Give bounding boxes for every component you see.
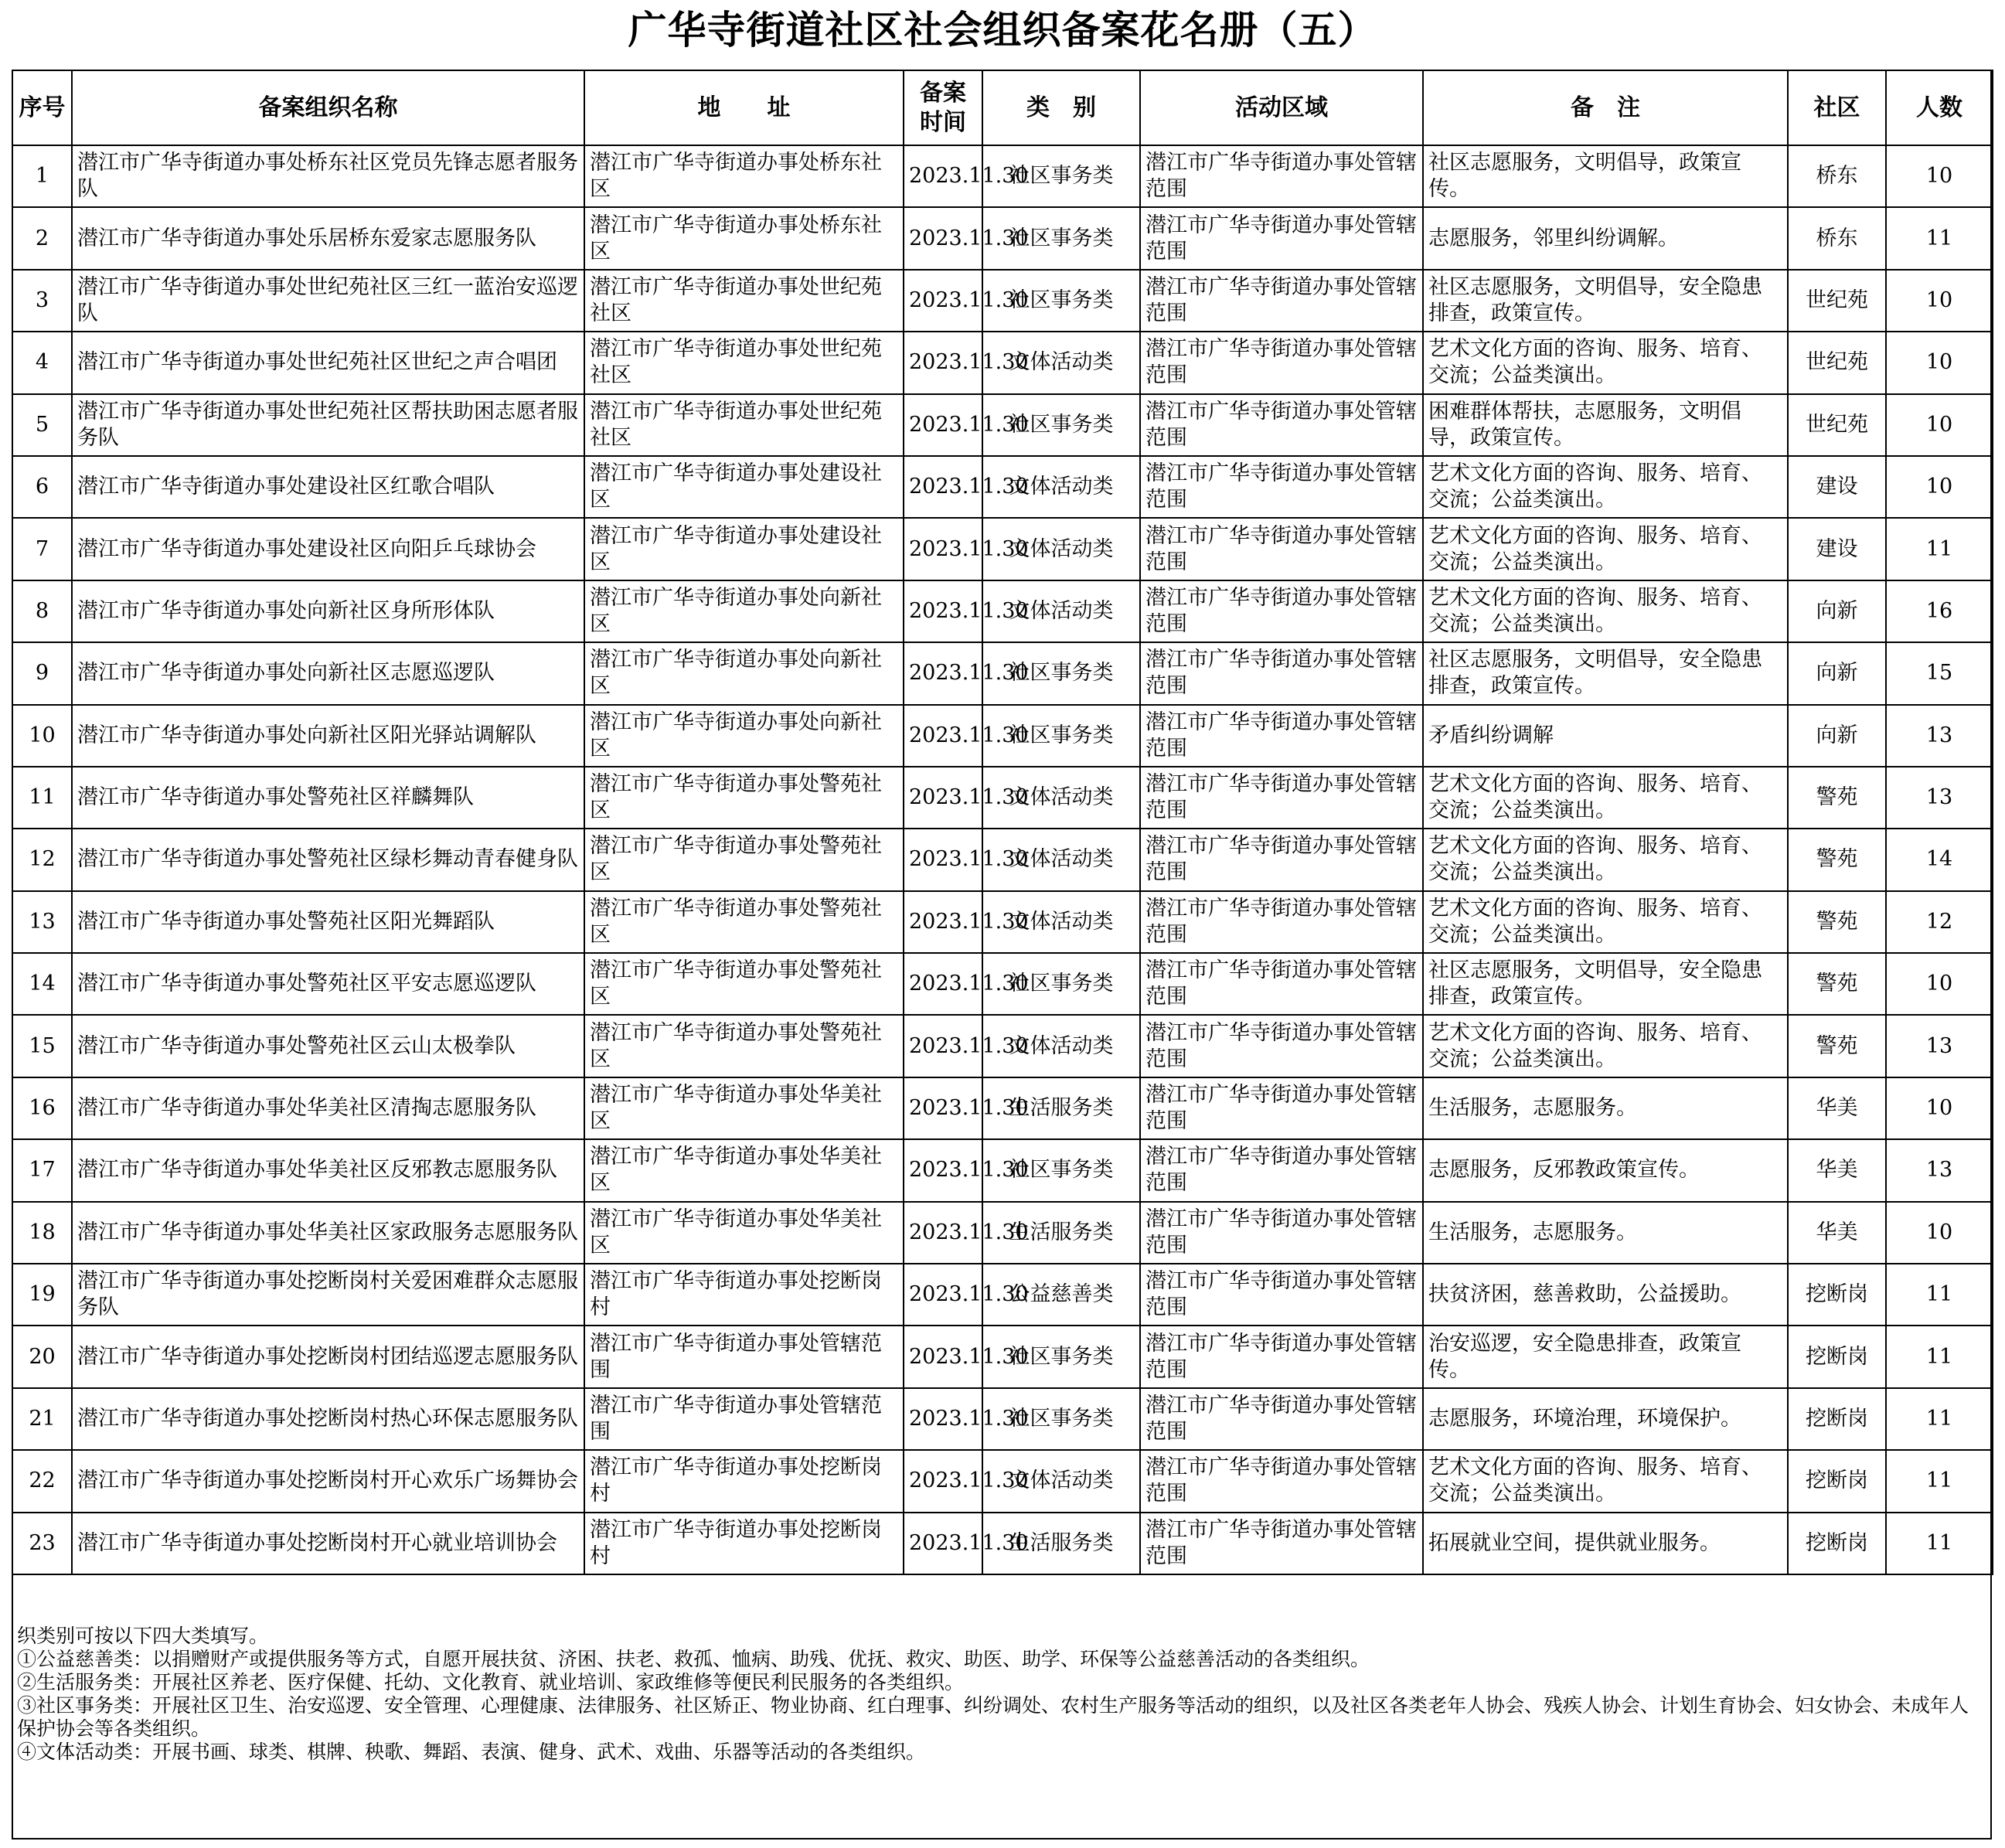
note-line: ③社区事务类：开展社区卫生、治安巡逻、安全管理、心理健康、法律服务、社区矫正、物业协商、红白理事、纠纷调处、农村生产服务等活动的组织，以及社区各类老年人协会、残疾人协会、计划生育协会、妇女协会、未成年人保护协会等各类组织。 [17,1694,1969,1740]
cell-address: 潜江市广华寺街道办事处华美社区 [584,1139,904,1201]
cell-date: 2023.11.30 [904,207,982,269]
cell-count: 11 [1886,1326,1993,1387]
cell-community: 华美 [1788,1077,1886,1139]
cell-category: 文体活动类 [982,767,1140,829]
cell-name: 潜江市广华寺街道办事处向新社区身所形体队 [72,580,584,642]
cell-category: 社区事务类 [982,207,1140,269]
cell-remark: 扶贫济困，慈善救助，公益援助。 [1423,1264,1788,1326]
cell-community: 向新 [1788,705,1886,767]
cell-count: 10 [1886,332,1993,393]
cell-remark: 拓展就业空间，提供就业服务。 [1423,1513,1788,1574]
cell-address: 潜江市广华寺街道办事处向新社区 [584,642,904,704]
cell-category: 文体活动类 [982,1015,1140,1077]
cell-remark: 志愿服务，邻里纠纷调解。 [1423,207,1788,269]
cell-area: 潜江市广华寺街道办事处管辖范围 [1140,705,1423,767]
cell-no: 20 [12,1326,72,1387]
cell-no: 19 [12,1264,72,1326]
cell-area: 潜江市广华寺街道办事处管辖范围 [1140,1202,1423,1264]
cell-area: 潜江市广华寺街道办事处管辖范围 [1140,207,1423,269]
cell-no: 2 [12,207,72,269]
cell-remark: 艺术文化方面的咨询、服务、培育、交流；公益类演出。 [1423,829,1788,890]
cell-remark: 艺术文化方面的咨询、服务、培育、交流；公益类演出。 [1423,456,1788,518]
cell-category: 社区事务类 [982,394,1140,456]
cell-date: 2023.11.30 [904,1264,982,1326]
cell-count: 11 [1886,1264,1993,1326]
table-row [12,1139,1993,1201]
cell-name: 潜江市广华寺街道办事处世纪苑社区三红一蓝治安巡逻队 [72,270,584,332]
cell-address: 潜江市广华寺街道办事处挖断岗村 [584,1450,904,1512]
cell-count: 10 [1886,1202,1993,1264]
cell-category: 社区事务类 [982,145,1140,207]
cell-remark: 志愿服务，反邪教政策宣传。 [1423,1139,1788,1201]
cell-no: 22 [12,1450,72,1512]
cell-community: 建设 [1788,456,1886,518]
table-row [12,207,1993,269]
table-row [12,332,1993,393]
cell-area: 潜江市广华寺街道办事处管辖范围 [1140,580,1423,642]
cell-count: 13 [1886,1015,1993,1077]
cell-name: 潜江市广华寺街道办事处向新社区志愿巡逻队 [72,642,584,704]
header-date: 备案时间 [904,70,982,145]
cell-area: 潜江市广华寺街道办事处管辖范围 [1140,1388,1423,1450]
cell-community: 警苑 [1788,953,1886,1015]
cell-address: 潜江市广华寺街道办事处管辖范围 [584,1388,904,1450]
header-remark: 备 注 [1423,70,1788,145]
cell-area: 潜江市广华寺街道办事处管辖范围 [1140,456,1423,518]
cell-count: 10 [1886,394,1993,456]
cell-area: 潜江市广华寺街道办事处管辖范围 [1140,332,1423,393]
page-title: 广华寺街道社区社会组织备案花名册（五） [628,8,1377,53]
cell-date: 2023.11.30 [904,1326,982,1387]
cell-name: 潜江市广华寺街道办事处警苑社区云山太极拳队 [72,1015,584,1077]
cell-date: 2023.11.30 [904,953,982,1015]
cell-date: 2023.11.30 [904,394,982,456]
cell-address: 潜江市广华寺街道办事处桥东社区 [584,207,904,269]
cell-date: 2023.11.30 [904,1450,982,1512]
note-line: ②生活服务类：开展社区养老、医疗保健、托幼、文化教育、就业培训、家政维修等便民利民服务的各类组织。 [17,1671,965,1693]
cell-count: 11 [1886,1388,1993,1450]
cell-count: 13 [1886,1139,1993,1201]
cell-remark: 困难群体帮扶，志愿服务，文明倡导，政策宣传。 [1423,394,1788,456]
cell-remark: 矛盾纠纷调解 [1423,705,1788,767]
cell-date: 2023.11.30 [904,829,982,890]
cell-no: 1 [12,145,72,207]
cell-category: 公益慈善类 [982,1264,1140,1326]
cell-remark: 社区志愿服务，文明倡导，政策宣传。 [1423,145,1788,207]
cell-area: 潜江市广华寺街道办事处管辖范围 [1140,767,1423,829]
cell-count: 10 [1886,145,1993,207]
cell-community: 世纪苑 [1788,332,1886,393]
cell-area: 潜江市广华寺街道办事处管辖范围 [1140,1077,1423,1139]
cell-address: 潜江市广华寺街道办事处挖断岗村 [584,1513,904,1574]
cell-no: 12 [12,829,72,890]
table-row [12,456,1993,518]
cell-address: 潜江市广华寺街道办事处向新社区 [584,705,904,767]
cell-address: 潜江市广华寺街道办事处向新社区 [584,580,904,642]
cell-category: 文体活动类 [982,891,1140,953]
cell-address: 潜江市广华寺街道办事处世纪苑社区 [584,270,904,332]
cell-category: 文体活动类 [982,580,1140,642]
cell-no: 11 [12,767,72,829]
cell-name: 潜江市广华寺街道办事处警苑社区祥麟舞队 [72,767,584,829]
cell-name: 潜江市广华寺街道办事处挖断岗村开心欢乐广场舞协会 [72,1450,584,1512]
cell-count: 15 [1886,642,1993,704]
cell-name: 潜江市广华寺街道办事处挖断岗村热心环保志愿服务队 [72,1388,584,1450]
note-line: ①公益慈善类：以捐赠财产或提供服务等方式，自愿开展扶贫、济困、扶老、救孤、恤病、助残、优抚、救灾、助医、助学、环保等公益慈善活动的各类组织。 [17,1648,1370,1670]
registration-table [12,70,1993,1575]
cell-name: 潜江市广华寺街道办事处世纪苑社区帮扶助困志愿者服务队 [72,394,584,456]
cell-area: 潜江市广华寺街道办事处管辖范围 [1140,518,1423,580]
cell-community: 挖断岗 [1788,1513,1886,1574]
cell-remark: 志愿服务，环境治理，环境保护。 [1423,1388,1788,1450]
cell-community: 世纪苑 [1788,270,1886,332]
cell-address: 潜江市广华寺街道办事处管辖范围 [584,1326,904,1387]
cell-count: 10 [1886,953,1993,1015]
cell-date: 2023.11.30 [904,705,982,767]
cell-category: 生活服务类 [982,1202,1140,1264]
cell-date: 2023.11.30 [904,767,982,829]
table-row [12,891,1993,953]
cell-category: 文体活动类 [982,1450,1140,1512]
cell-category: 文体活动类 [982,332,1140,393]
cell-area: 潜江市广华寺街道办事处管辖范围 [1140,145,1423,207]
cell-category: 生活服务类 [982,1077,1140,1139]
table-row [12,394,1993,456]
cell-area: 潜江市广华寺街道办事处管辖范围 [1140,1015,1423,1077]
cell-no: 5 [12,394,72,456]
header-row [12,70,1993,145]
cell-name: 潜江市广华寺街道办事处挖断岗村团结巡逻志愿服务队 [72,1326,584,1387]
header-address: 地 址 [584,70,904,145]
cell-count: 12 [1886,891,1993,953]
cell-category: 社区事务类 [982,1139,1140,1201]
cell-no: 6 [12,456,72,518]
cell-no: 23 [12,1513,72,1574]
cell-name: 潜江市广华寺街道办事处挖断岗村开心就业培训协会 [72,1513,584,1574]
cell-name: 潜江市广华寺街道办事处华美社区反邪教志愿服务队 [72,1139,584,1201]
table-row [12,1264,1993,1326]
table-row [12,767,1993,829]
cell-community: 挖断岗 [1788,1388,1886,1450]
cell-community: 向新 [1788,580,1886,642]
cell-area: 潜江市广华寺街道办事处管辖范围 [1140,891,1423,953]
cell-address: 潜江市广华寺街道办事处警苑社区 [584,891,904,953]
cell-community: 警苑 [1788,767,1886,829]
cell-category: 社区事务类 [982,1388,1140,1450]
cell-count: 10 [1886,456,1993,518]
cell-address: 潜江市广华寺街道办事处世纪苑社区 [584,332,904,393]
cell-area: 潜江市广华寺街道办事处管辖范围 [1140,953,1423,1015]
cell-category: 文体活动类 [982,829,1140,890]
cell-community: 挖断岗 [1788,1326,1886,1387]
cell-name: 潜江市广华寺街道办事处桥东社区党员先锋志愿者服务队 [72,145,584,207]
cell-date: 2023.11.30 [904,1513,982,1574]
cell-remark: 艺术文化方面的咨询、服务、培育、交流；公益类演出。 [1423,1015,1788,1077]
cell-no: 18 [12,1202,72,1264]
table-row [12,1202,1993,1264]
cell-address: 潜江市广华寺街道办事处华美社区 [584,1202,904,1264]
cell-count: 10 [1886,1077,1993,1139]
cell-date: 2023.11.30 [904,332,982,393]
cell-area: 潜江市广华寺街道办事处管辖范围 [1140,1139,1423,1201]
table-row [12,953,1993,1015]
cell-no: 3 [12,270,72,332]
header-area: 活动区域 [1140,70,1423,145]
cell-category: 社区事务类 [982,1326,1140,1387]
cell-name: 潜江市广华寺街道办事处警苑社区绿杉舞动青春健身队 [72,829,584,890]
cell-address: 潜江市广华寺街道办事处建设社区 [584,456,904,518]
cell-name: 潜江市广华寺街道办事处向新社区阳光驿站调解队 [72,705,584,767]
cell-date: 2023.11.30 [904,1015,982,1077]
note-line: ④文体活动类：开展书画、球类、棋牌、秧歌、舞蹈、表演、健身、武术、戏曲、乐器等活动的各类组织。 [17,1741,926,1763]
cell-count: 11 [1886,518,1993,580]
cell-community: 向新 [1788,642,1886,704]
cell-address: 潜江市广华寺街道办事处华美社区 [584,1077,904,1139]
cell-name: 潜江市广华寺街道办事处挖断岗村关爱困难群众志愿服务队 [72,1264,584,1326]
table-body [12,145,1993,1574]
cell-remark: 社区志愿服务，文明倡导，安全隐患排查，政策宣传。 [1423,953,1788,1015]
cell-date: 2023.11.30 [904,1202,982,1264]
cell-name: 潜江市广华寺街道办事处华美社区家政服务志愿服务队 [72,1202,584,1264]
cell-no: 7 [12,518,72,580]
cell-community: 挖断岗 [1788,1450,1886,1512]
cell-address: 潜江市广华寺街道办事处建设社区 [584,518,904,580]
cell-name: 潜江市广华寺街道办事处华美社区清掏志愿服务队 [72,1077,584,1139]
cell-remark: 艺术文化方面的咨询、服务、培育、交流；公益类演出。 [1423,1450,1788,1512]
cell-remark: 社区志愿服务，文明倡导，安全隐患排查，政策宣传。 [1423,642,1788,704]
cell-community: 警苑 [1788,891,1886,953]
header-name: 备案组织名称 [72,70,584,145]
cell-count: 11 [1886,1513,1993,1574]
cell-date: 2023.11.30 [904,518,982,580]
cell-name: 潜江市广华寺街道办事处警苑社区阳光舞蹈队 [72,891,584,953]
notes-section [17,1625,1980,1764]
note-line: 织类别可按以下四大类填写。 [17,1625,269,1647]
table-row [12,705,1993,767]
cell-no: 17 [12,1139,72,1201]
cell-community: 警苑 [1788,829,1886,890]
cell-address: 潜江市广华寺街道办事处世纪苑社区 [584,394,904,456]
cell-name: 潜江市广华寺街道办事处建设社区红歌合唱队 [72,456,584,518]
cell-count: 11 [1886,207,1993,269]
cell-count: 13 [1886,767,1993,829]
cell-name: 潜江市广华寺街道办事处乐居桥东爱家志愿服务队 [72,207,584,269]
cell-category: 生活服务类 [982,1513,1140,1574]
table-row [12,1015,1993,1077]
cell-remark: 艺术文化方面的咨询、服务、培育、交流；公益类演出。 [1423,767,1788,829]
table-row [12,642,1993,704]
cell-no: 16 [12,1077,72,1139]
header-category: 类 别 [982,70,1140,145]
cell-community: 警苑 [1788,1015,1886,1077]
cell-community: 桥东 [1788,145,1886,207]
cell-no: 21 [12,1388,72,1450]
cell-name: 潜江市广华寺街道办事处世纪苑社区世纪之声合唱团 [72,332,584,393]
cell-community: 世纪苑 [1788,394,1886,456]
cell-remark: 生活服务，志愿服务。 [1423,1202,1788,1264]
cell-count: 13 [1886,705,1993,767]
cell-address: 潜江市广华寺街道办事处桥东社区 [584,145,904,207]
cell-area: 潜江市广华寺街道办事处管辖范围 [1140,1264,1423,1326]
cell-date: 2023.11.30 [904,456,982,518]
cell-community: 华美 [1788,1202,1886,1264]
cell-remark: 艺术文化方面的咨询、服务、培育、交流；公益类演出。 [1423,518,1788,580]
cell-address: 潜江市广华寺街道办事处挖断岗村 [584,1264,904,1326]
cell-remark: 艺术文化方面的咨询、服务、培育、交流；公益类演出。 [1423,580,1788,642]
cell-area: 潜江市广华寺街道办事处管辖范围 [1140,829,1423,890]
cell-area: 潜江市广华寺街道办事处管辖范围 [1140,1326,1423,1387]
cell-category: 社区事务类 [982,270,1140,332]
cell-address: 潜江市广华寺街道办事处警苑社区 [584,1015,904,1077]
cell-count: 16 [1886,580,1993,642]
cell-community: 华美 [1788,1139,1886,1201]
header-community: 社区 [1788,70,1886,145]
cell-count: 11 [1886,1450,1993,1512]
cell-date: 2023.11.30 [904,1077,982,1139]
cell-date: 2023.11.30 [904,1388,982,1450]
cell-area: 潜江市广华寺街道办事处管辖范围 [1140,1450,1423,1512]
table-row [12,1077,1993,1139]
cell-no: 14 [12,953,72,1015]
table-row [12,1450,1993,1512]
cell-remark: 治安巡逻，安全隐患排查，政策宣传。 [1423,1326,1788,1387]
cell-no: 13 [12,891,72,953]
cell-area: 潜江市广华寺街道办事处管辖范围 [1140,270,1423,332]
cell-address: 潜江市广华寺街道办事处警苑社区 [584,767,904,829]
cell-no: 8 [12,580,72,642]
cell-category: 文体活动类 [982,456,1140,518]
header-no: 序号 [12,70,72,145]
cell-community: 建设 [1788,518,1886,580]
table-row [12,518,1993,580]
header-count: 人数 [1886,70,1993,145]
cell-area: 潜江市广华寺街道办事处管辖范围 [1140,394,1423,456]
cell-remark: 艺术文化方面的咨询、服务、培育、交流；公益类演出。 [1423,891,1788,953]
cell-address: 潜江市广华寺街道办事处警苑社区 [584,953,904,1015]
table-row [12,145,1993,207]
cell-remark: 生活服务，志愿服务。 [1423,1077,1788,1139]
cell-no: 10 [12,705,72,767]
cell-date: 2023.11.30 [904,642,982,704]
cell-community: 桥东 [1788,207,1886,269]
cell-community: 挖断岗 [1788,1264,1886,1326]
cell-no: 9 [12,642,72,704]
cell-category: 社区事务类 [982,642,1140,704]
cell-date: 2023.11.30 [904,580,982,642]
cell-address: 潜江市广华寺街道办事处警苑社区 [584,829,904,890]
cell-date: 2023.11.30 [904,1139,982,1201]
cell-name: 潜江市广华寺街道办事处警苑社区平安志愿巡逻队 [72,953,584,1015]
cell-area: 潜江市广华寺街道办事处管辖范围 [1140,1513,1423,1574]
cell-area: 潜江市广华寺街道办事处管辖范围 [1140,642,1423,704]
cell-date: 2023.11.30 [904,270,982,332]
cell-count: 10 [1886,270,1993,332]
cell-count: 14 [1886,829,1993,890]
table-row [12,1388,1993,1450]
cell-remark: 社区志愿服务，文明倡导，安全隐患排查，政策宣传。 [1423,270,1788,332]
table-row [12,580,1993,642]
cell-category: 社区事务类 [982,953,1140,1015]
cell-remark: 艺术文化方面的咨询、服务、培育、交流；公益类演出。 [1423,332,1788,393]
table-row [12,270,1993,332]
cell-category: 文体活动类 [982,518,1140,580]
table-row [12,829,1993,890]
table-row [12,1513,1993,1574]
cell-category: 社区事务类 [982,705,1140,767]
cell-name: 潜江市广华寺街道办事处建设社区向阳乒乓球协会 [72,518,584,580]
cell-no: 15 [12,1015,72,1077]
cell-date: 2023.11.30 [904,145,982,207]
cell-date: 2023.11.30 [904,891,982,953]
cell-no: 4 [12,332,72,393]
table-row [12,1326,1993,1387]
